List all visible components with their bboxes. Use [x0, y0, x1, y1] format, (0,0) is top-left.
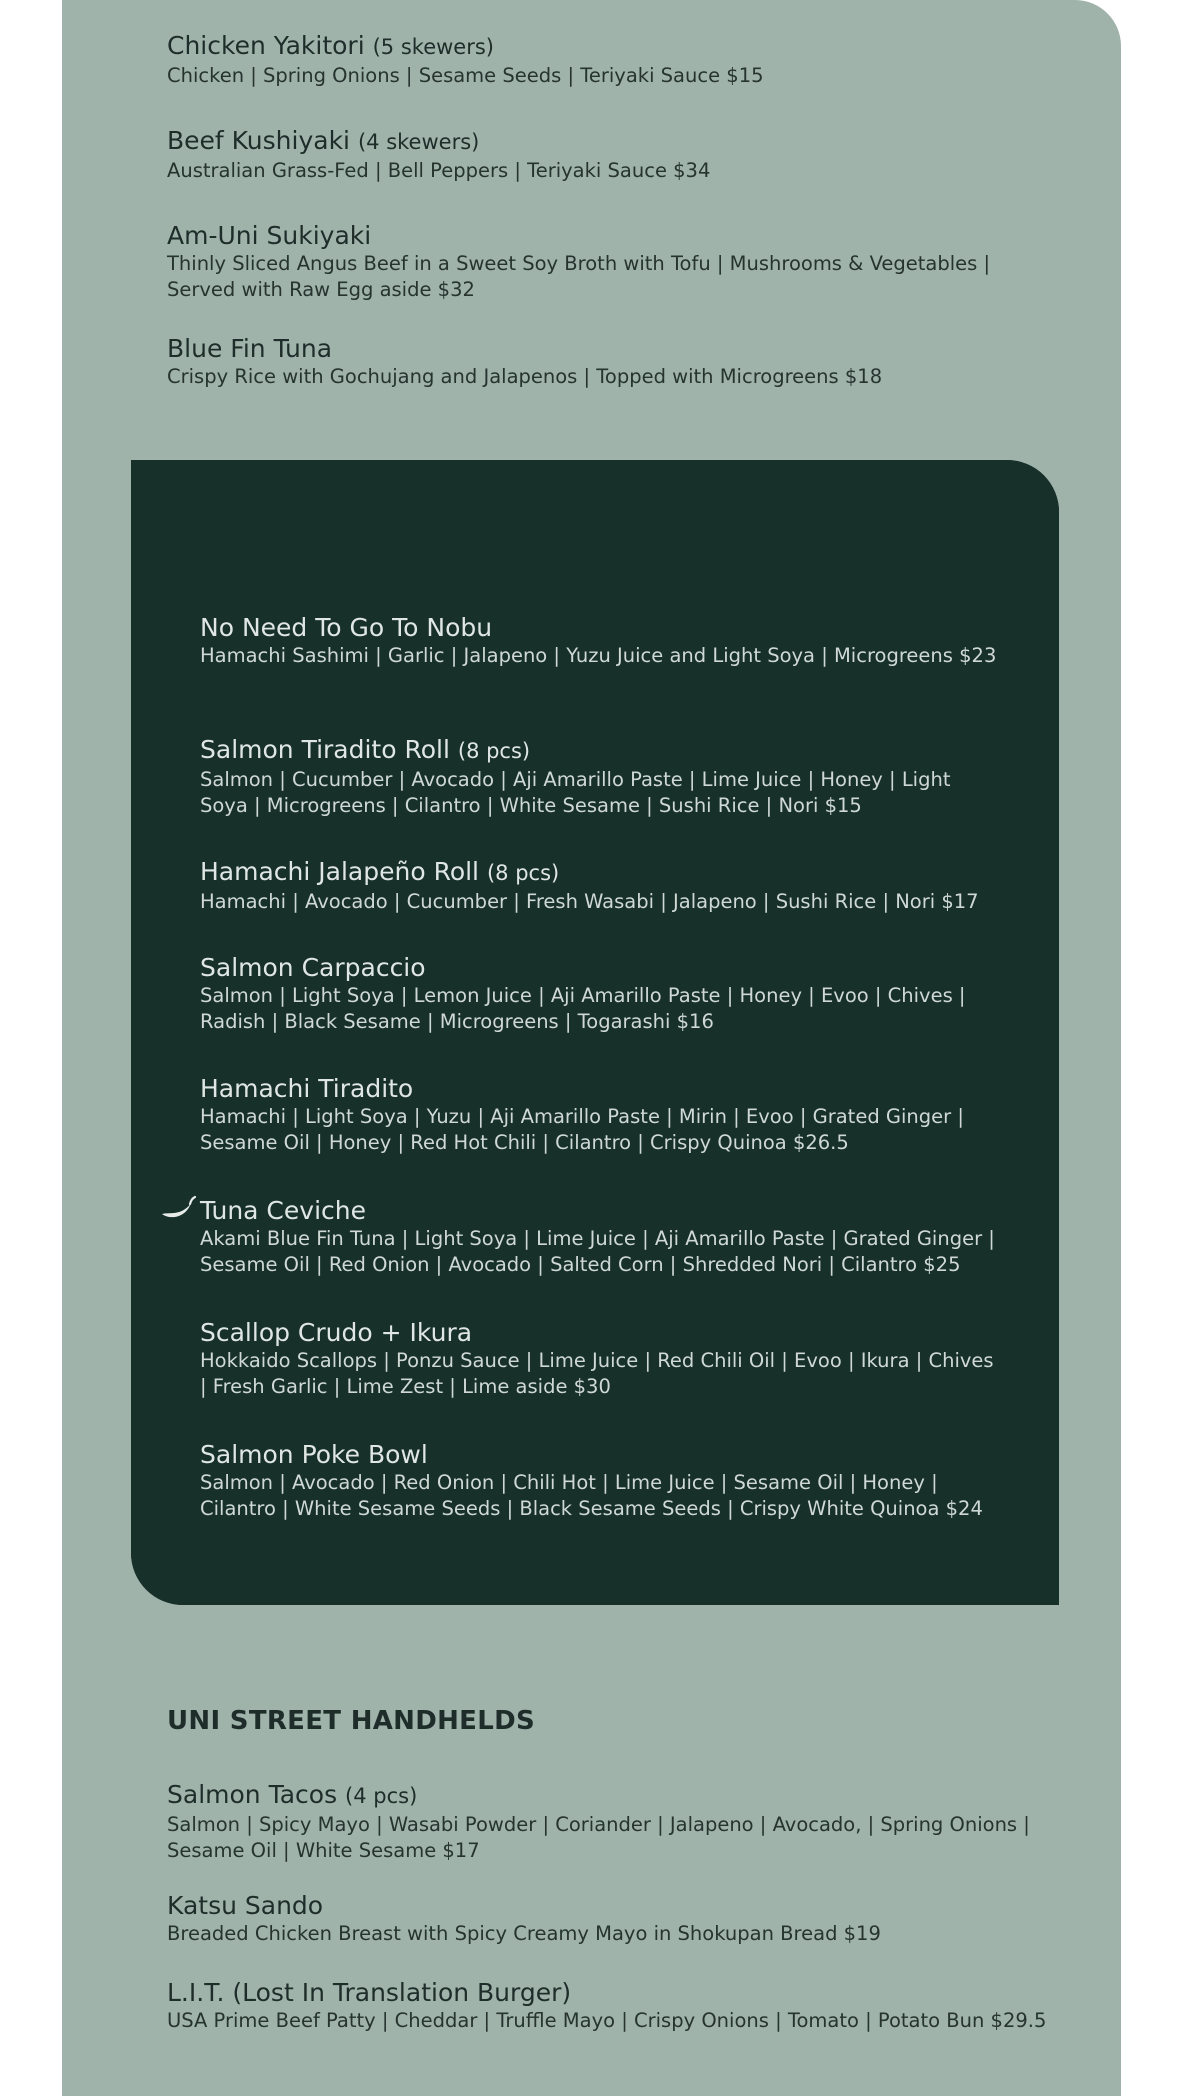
item-name: Chicken Yakitori	[167, 31, 365, 60]
item-name: Blue Fin Tuna	[167, 334, 333, 363]
menu-item	[167, 1977, 1047, 2034]
menu-item	[200, 612, 1000, 669]
menu-item	[167, 30, 1047, 89]
menu-item	[200, 856, 1000, 915]
item-description: Salmon | Light Soya | Lemon Juice | Aji Amarillo Paste | Honey | Evoo | Chives | Radish | Black Sesame | Microgreens | Togarashi $16	[200, 984, 966, 1033]
item-name: Scallop Crudo + Ikura	[200, 1318, 473, 1347]
item-description: Hamachi | Light Soya | Yuzu | Aji Amarillo Paste | Mirin | Evoo | Grated Ginger | Sesame Oil | Honey | Red Hot Chili | Cilantro | Crispy Quinoa $26.5	[200, 1105, 964, 1154]
item-name: Katsu Sando	[167, 1891, 324, 1920]
chili-pepper-icon	[160, 1194, 196, 1222]
menu-item	[200, 1195, 1000, 1278]
item-description: Hokkaido Scallops | Ponzu Sauce | Lime Juice | Red Chili Oil | Evoo | Ikura | Chives | Fresh Garlic | Lime Zest | Lime aside $30	[200, 1349, 994, 1398]
menu-item	[167, 333, 1047, 390]
item-description: Breaded Chicken Breast with Spicy Creamy Mayo in Shokupan Bread $19	[167, 1922, 881, 1945]
item-quantity: (4 skewers)	[357, 130, 480, 154]
section-heading: UNI STREET HANDHELDS	[167, 1706, 536, 1736]
item-name: Salmon Tiradito Roll	[200, 735, 450, 764]
menu-item	[200, 1073, 1000, 1156]
item-description: USA Prime Beef Patty | Cheddar | Truffle Mayo | Crispy Onions | Tomato | Potato Bun $29.5	[167, 2009, 1047, 2032]
item-description: Chicken | Spring Onions | Sesame Seeds | Teriyaki Sauce $15	[167, 64, 764, 87]
item-quantity: (5 skewers)	[372, 35, 494, 59]
item-name: L.I.T. (Lost In Translation Burger)	[167, 1978, 572, 2007]
item-name: Salmon Poke Bowl	[200, 1440, 428, 1469]
item-description: Salmon | Avocado | Red Onion | Chili Hot | Lime Juice | Sesame Oil | Honey | Cilantro | White Sesame Seeds | Black Sesame Seeds | Crispy White Quinoa $24	[200, 1471, 983, 1520]
menu-item	[200, 1439, 1000, 1522]
item-description: Hamachi | Avocado | Cucumber | Fresh Wasabi | Jalapeno | Sushi Rice | Nori $17	[200, 890, 979, 913]
item-quantity: (8 pcs)	[486, 861, 560, 885]
item-quantity: (4 pcs)	[345, 1784, 418, 1808]
item-description: Salmon | Spicy Mayo | Wasabi Powder | Coriander | Jalapeno | Avocado, | Spring Onions | Sesame Oil | White Sesame $17	[167, 1813, 1030, 1862]
item-name: Salmon Tacos	[167, 1780, 338, 1809]
item-quantity: (8 pcs)	[457, 739, 531, 763]
menu-item	[167, 125, 1047, 184]
menu-item	[167, 1890, 1047, 1947]
menu-item	[200, 734, 1000, 819]
item-name: Beef Kushiyaki	[167, 126, 351, 155]
item-name: Hamachi Jalapeño Roll	[200, 857, 480, 886]
item-name: No Need To Go To Nobu	[200, 613, 493, 642]
item-description: Australian Grass-Fed | Bell Peppers | Teriyaki Sauce $34	[167, 159, 711, 182]
item-name: Am-Uni Sukiyaki	[167, 221, 372, 250]
menu-item	[167, 1779, 1047, 1864]
item-description: Crispy Rice with Gochujang and Jalapenos | Topped with Microgreens $18	[167, 365, 883, 388]
item-description: Salmon | Cucumber | Avocado | Aji Amarillo Paste | Lime Juice | Honey | Light Soya | Microgreens | Cilantro | White Sesame | Sushi Rice | Nori $15	[200, 768, 951, 817]
menu-item	[200, 1317, 1000, 1400]
item-name: Tuna Ceviche	[200, 1196, 366, 1225]
item-name: Salmon Carpaccio	[200, 953, 426, 982]
item-description: Thinly Sliced Angus Beef in a Sweet Soy Broth with Tofu | Mushrooms & Vegetables | Served with Raw Egg aside $32	[167, 252, 991, 301]
menu-item	[167, 220, 1037, 303]
item-name: Hamachi Tiradito	[200, 1074, 414, 1103]
item-description: Akami Blue Fin Tuna | Light Soya | Lime Juice | Aji Amarillo Paste | Grated Ginger | Sesame Oil | Red Onion | Avocado | Salted Corn | Shredded Nori | Cilantro $25	[200, 1227, 995, 1276]
item-description: Hamachi Sashimi | Garlic | Jalapeno | Yuzu Juice and Light Soya | Microgreens $23	[200, 644, 997, 667]
menu-item	[200, 952, 1000, 1035]
